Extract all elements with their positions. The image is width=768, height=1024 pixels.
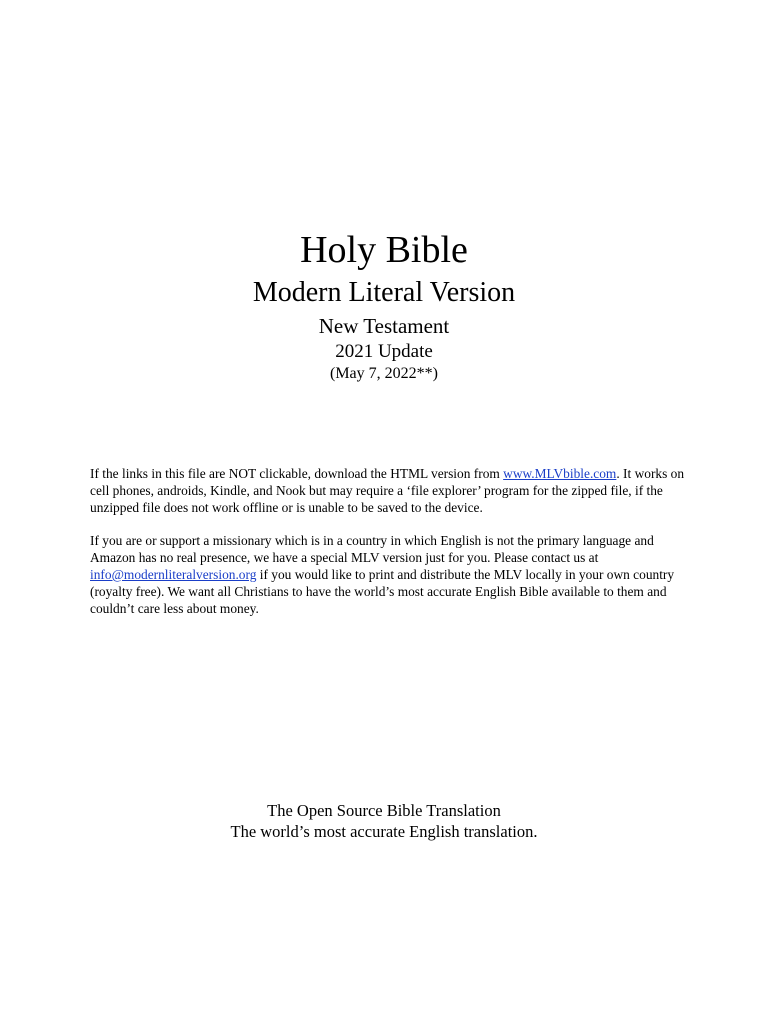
tagline-line-2: The world’s most accurate English translation. bbox=[230, 822, 538, 841]
tagline-line-1: The Open Source Bible Translation bbox=[267, 801, 501, 820]
cover-title-block bbox=[0, 226, 768, 384]
mlvbible-link[interactable]: www.MLVbible.com bbox=[503, 466, 617, 481]
update-label: 2021 Update bbox=[335, 341, 433, 362]
release-date: (May 7, 2022**) bbox=[330, 365, 438, 382]
missionary-notice-text: If you are or support a missionary which is in a country in which English is not the primary language and Amazon has no real presence, we have a special MLV version just for you. Please contact us at bbox=[90, 533, 654, 565]
version-subtitle: Modern Literal Version bbox=[252, 277, 516, 308]
download-notice-text-cont: . It works on cell phones, androids, Kindle, and Nook but may require a ‘file explorer’ program for the zipped file, if the unzipped file does not work offline or is unable to be saved to the device. bbox=[90, 466, 685, 515]
book-title: Holy Bible bbox=[300, 229, 468, 271]
contact-email-link[interactable]: info@modernliteralversion.org bbox=[90, 567, 257, 582]
missionary-notice-paragraph bbox=[90, 532, 690, 617]
notice-text bbox=[90, 465, 690, 633]
testament-label: New Testament bbox=[318, 314, 450, 338]
missionary-notice-text-cont: if you would like to print and distribute the MLV locally in your own country (royalty free). We want all Christians to have the world’s most accurate English Bible available to them and couldn’t care less about money. bbox=[90, 567, 675, 616]
download-notice-text: If the links in this file are NOT clickable, download the HTML version from bbox=[90, 466, 504, 481]
download-notice-paragraph bbox=[90, 465, 690, 516]
footer-tagline bbox=[0, 800, 768, 842]
